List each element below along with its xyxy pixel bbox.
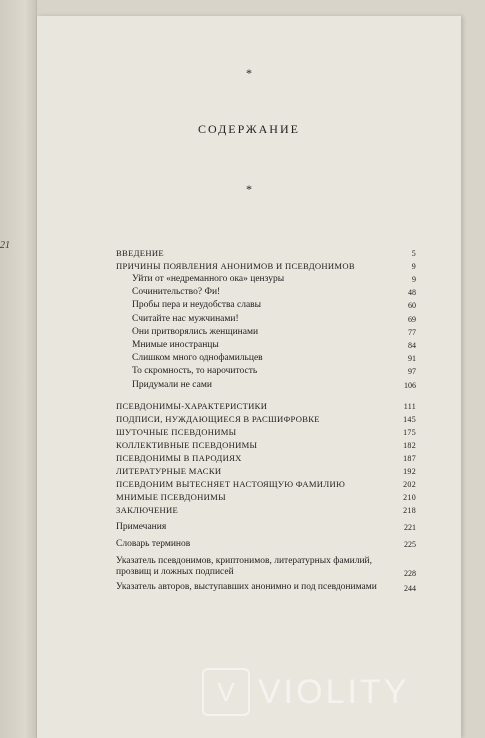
toc-entry-title: Придумали не сами <box>132 379 212 390</box>
toc-entry <box>116 340 416 350</box>
toc-entry-page: 69 <box>408 314 416 324</box>
toc-entry-page: 210 <box>403 492 416 502</box>
toc-entry-title: То скромность, то нарочитость <box>132 366 258 377</box>
toc-entry-title: ПОДПИСИ, НУЖДАЮЩИЕСЯ В РАСШИФРОВКЕ <box>116 413 320 424</box>
toc-entry <box>116 466 416 476</box>
book-page <box>37 16 461 738</box>
toc-entry-title: МНИМЫЕ ПСЕВДОНИМЫ <box>116 491 226 502</box>
watermark <box>202 666 460 718</box>
toc-entry <box>116 300 416 310</box>
toc-entry-page: 5 <box>411 249 416 258</box>
toc-entry-title: ЛИТЕРАТУРНЫЕ МАСКИ <box>116 465 222 476</box>
toc-entry <box>116 440 416 450</box>
toc-entry-page: 192 <box>403 466 416 476</box>
toc-entry-title: Уйти от «недреманного ока» цензуры <box>132 274 285 284</box>
toc-entry-title: ПСЕВДОНИМЫ-ХАРАКТЕРИСТИКИ <box>116 400 268 411</box>
toc-entry-page: 60 <box>408 301 416 311</box>
watermark-logo-icon: V <box>202 668 250 716</box>
toc-entry-title: ВВЕДЕНИЕ <box>116 248 164 258</box>
toc-entry-page: 218 <box>403 505 416 515</box>
toc-entry-title: Пробы пера и неудобства славы <box>132 300 262 311</box>
toc-entry-title: ШУТОЧНЫЕ ПСЕВДОНИМЫ <box>116 426 237 437</box>
toc-entry <box>116 248 416 258</box>
toc-entry-title: Указатель псевдонимов, криптонимов, литературных фамилий, прозвищ и ложных подписей <box>116 555 373 577</box>
toc-entry-page: 84 <box>408 341 416 350</box>
toc-entry-page: 187 <box>403 453 416 463</box>
toc-entry-page: 9 <box>412 275 416 284</box>
toc-entry <box>116 287 416 297</box>
toc-entry-page: 91 <box>408 354 416 364</box>
toc-entry-page: 182 <box>403 440 416 450</box>
watermark-text: VIOLITY <box>258 672 410 711</box>
toc-entry-title: Они притворялись женщинами <box>132 326 259 337</box>
toc-entry-title: Сочинительство? Фи! <box>132 287 221 298</box>
toc-entry <box>116 539 416 549</box>
toc-entry-title: КОЛЛЕКТИВНЫЕ ПСЕВДОНИМЫ <box>116 439 258 450</box>
toc-entry-page: 48 <box>408 288 416 298</box>
toc-entry <box>116 274 416 284</box>
toc-entry-page: 221 <box>404 522 416 532</box>
toc-entry <box>116 380 416 390</box>
toc-entry-page: 97 <box>408 367 416 377</box>
toc-entry-title: Слишком много однофамильцев <box>132 353 263 364</box>
toc-entry-page: 202 <box>403 479 416 489</box>
bottom-asterisk: * <box>246 182 252 196</box>
toc-entry-title: Указатель авторов, выступавших анонимно и под псевдонимами <box>116 581 377 592</box>
toc-entry-page: 145 <box>403 414 416 424</box>
toc-entry-page: 225 <box>404 539 416 549</box>
toc-entry <box>116 427 416 437</box>
toc-entry-page: 111 <box>403 401 416 411</box>
toc-entry <box>116 453 416 463</box>
toc-entry-title: ЗАКЛЮЧЕНИЕ <box>116 504 179 515</box>
toc-entry <box>116 314 416 324</box>
toc-entry <box>116 479 416 489</box>
toc-entry <box>116 556 416 578</box>
toc-entry <box>116 261 416 271</box>
toc-entry-title: Мнимые иностранцы <box>132 340 219 350</box>
left-page <box>0 0 37 738</box>
toc-entry-page: 244 <box>404 583 416 593</box>
top-asterisk: * <box>246 66 252 80</box>
toc-entry-page: 228 <box>404 568 416 578</box>
toc-entry-title: ПРИЧИНЫ ПОЯВЛЕНИЯ АНОНИМОВ И ПСЕВДОНИМОВ <box>116 261 355 271</box>
page-title: СОДЕРЖАНИЕ <box>198 122 300 136</box>
toc-entry <box>116 492 416 502</box>
margin-mark: 21 <box>0 240 10 251</box>
toc-entry <box>116 414 416 424</box>
toc-entry-title: Считайте нас мужчинами! <box>132 313 239 324</box>
toc-entry <box>116 353 416 363</box>
toc-entry-title: ПСЕВДОНИМЫ В ПАРОДИЯХ <box>116 452 242 463</box>
toc-entry-page: 175 <box>403 427 416 437</box>
toc-entry <box>116 401 416 411</box>
toc-entry-page: 106 <box>404 380 416 390</box>
toc-entry-title: Примечания <box>116 521 167 532</box>
toc-entry <box>116 366 416 376</box>
toc-entry-title: ПСЕВДОНИМ ВЫТЕСНЯЕТ НАСТОЯЩУЮ ФАМИЛИЮ <box>116 478 346 489</box>
toc-entry <box>116 505 416 515</box>
toc-entry-page: 77 <box>408 327 416 337</box>
toc-entry <box>116 327 416 337</box>
toc-entry-title: Словарь терминов <box>116 538 191 549</box>
toc-entry <box>116 522 416 532</box>
toc-entry <box>116 582 416 593</box>
toc-entry-page: 9 <box>411 262 416 271</box>
